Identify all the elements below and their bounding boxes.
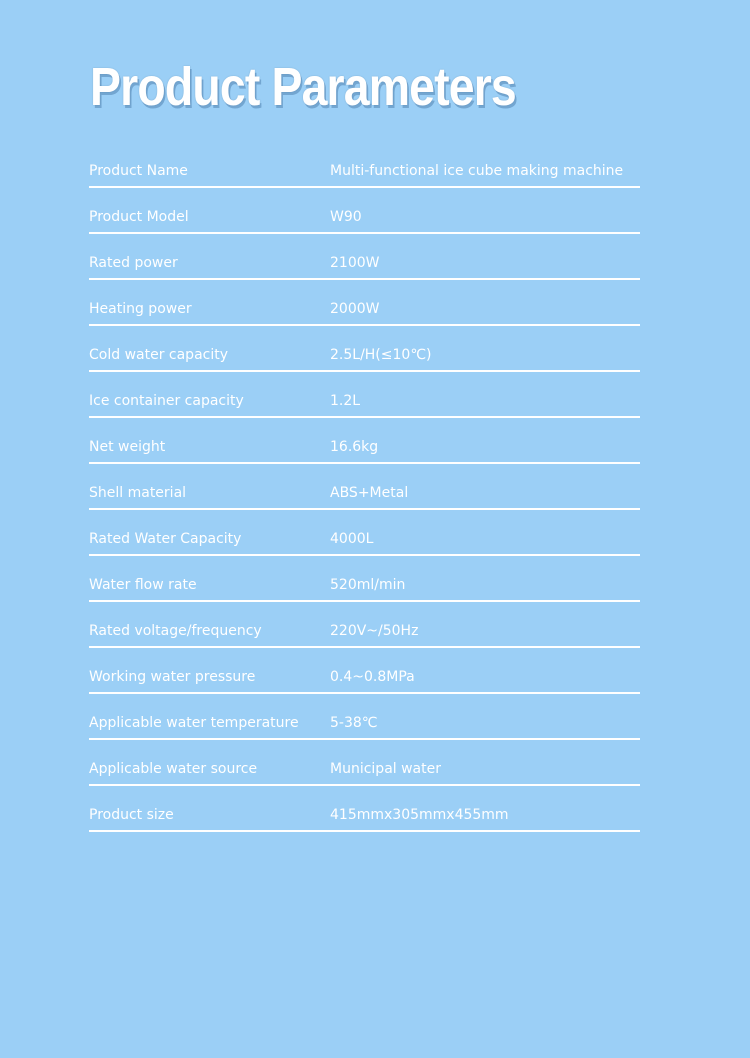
page-title: Product Parameters (90, 57, 516, 117)
param-value: 16.6kg (330, 439, 379, 455)
param-label: Net weight (89, 439, 166, 455)
param-label: Product Name (89, 163, 188, 179)
param-value: Municipal water (330, 761, 441, 777)
param-label: Rated power (89, 255, 178, 271)
param-row-shell-material (89, 464, 640, 510)
param-row-applicable-water-temperature (89, 694, 640, 740)
param-label: Rated voltage/frequency (89, 623, 262, 639)
param-value: ABS+Metal (330, 485, 409, 501)
param-row-product-name (89, 142, 640, 188)
param-label: Product Model (89, 209, 189, 225)
param-value: 2.5L/H(≤10℃) (330, 347, 432, 363)
param-row-cold-water-capacity (89, 326, 640, 372)
param-value: 0.4~0.8MPa (330, 669, 415, 685)
param-row-product-model (89, 188, 640, 234)
param-label: Applicable water source (89, 761, 258, 777)
param-value: 5-38℃ (330, 715, 378, 731)
param-value: W90 (330, 209, 362, 225)
param-row-product-size (89, 786, 640, 832)
parameters-table (89, 142, 640, 832)
param-row-rated-water-capacity (89, 510, 640, 556)
param-label: Cold water capacity (89, 347, 229, 363)
param-value: 1.2L (330, 393, 361, 409)
param-value: 4000L (330, 531, 374, 547)
param-label: Shell material (89, 485, 187, 501)
param-row-net-weight (89, 418, 640, 464)
param-label: Applicable water temperature (89, 715, 299, 731)
param-value: 2100W (330, 255, 380, 271)
param-row-rated-power (89, 234, 640, 280)
param-value: 220V~/50Hz (330, 623, 419, 639)
param-row-applicable-water-source (89, 740, 640, 786)
param-value: 415mmx305mmx455mm (330, 807, 509, 823)
param-value: Multi-functional ice cube making machine (330, 163, 624, 179)
param-value: 2000W (330, 301, 380, 317)
param-row-working-water-pressure (89, 648, 640, 694)
param-row-heating-power (89, 280, 640, 326)
param-label: Rated Water Capacity (89, 531, 242, 547)
param-label: Water flow rate (89, 577, 197, 593)
param-row-water-flow-rate (89, 556, 640, 602)
param-label: Heating power (89, 301, 192, 317)
param-label: Working water pressure (89, 669, 256, 685)
param-label: Product size (89, 807, 174, 823)
param-row-ice-container-capacity (89, 372, 640, 418)
param-value: 520ml/min (330, 577, 406, 593)
param-row-rated-voltage-frequency (89, 602, 640, 648)
param-label: Ice container capacity (89, 393, 244, 409)
